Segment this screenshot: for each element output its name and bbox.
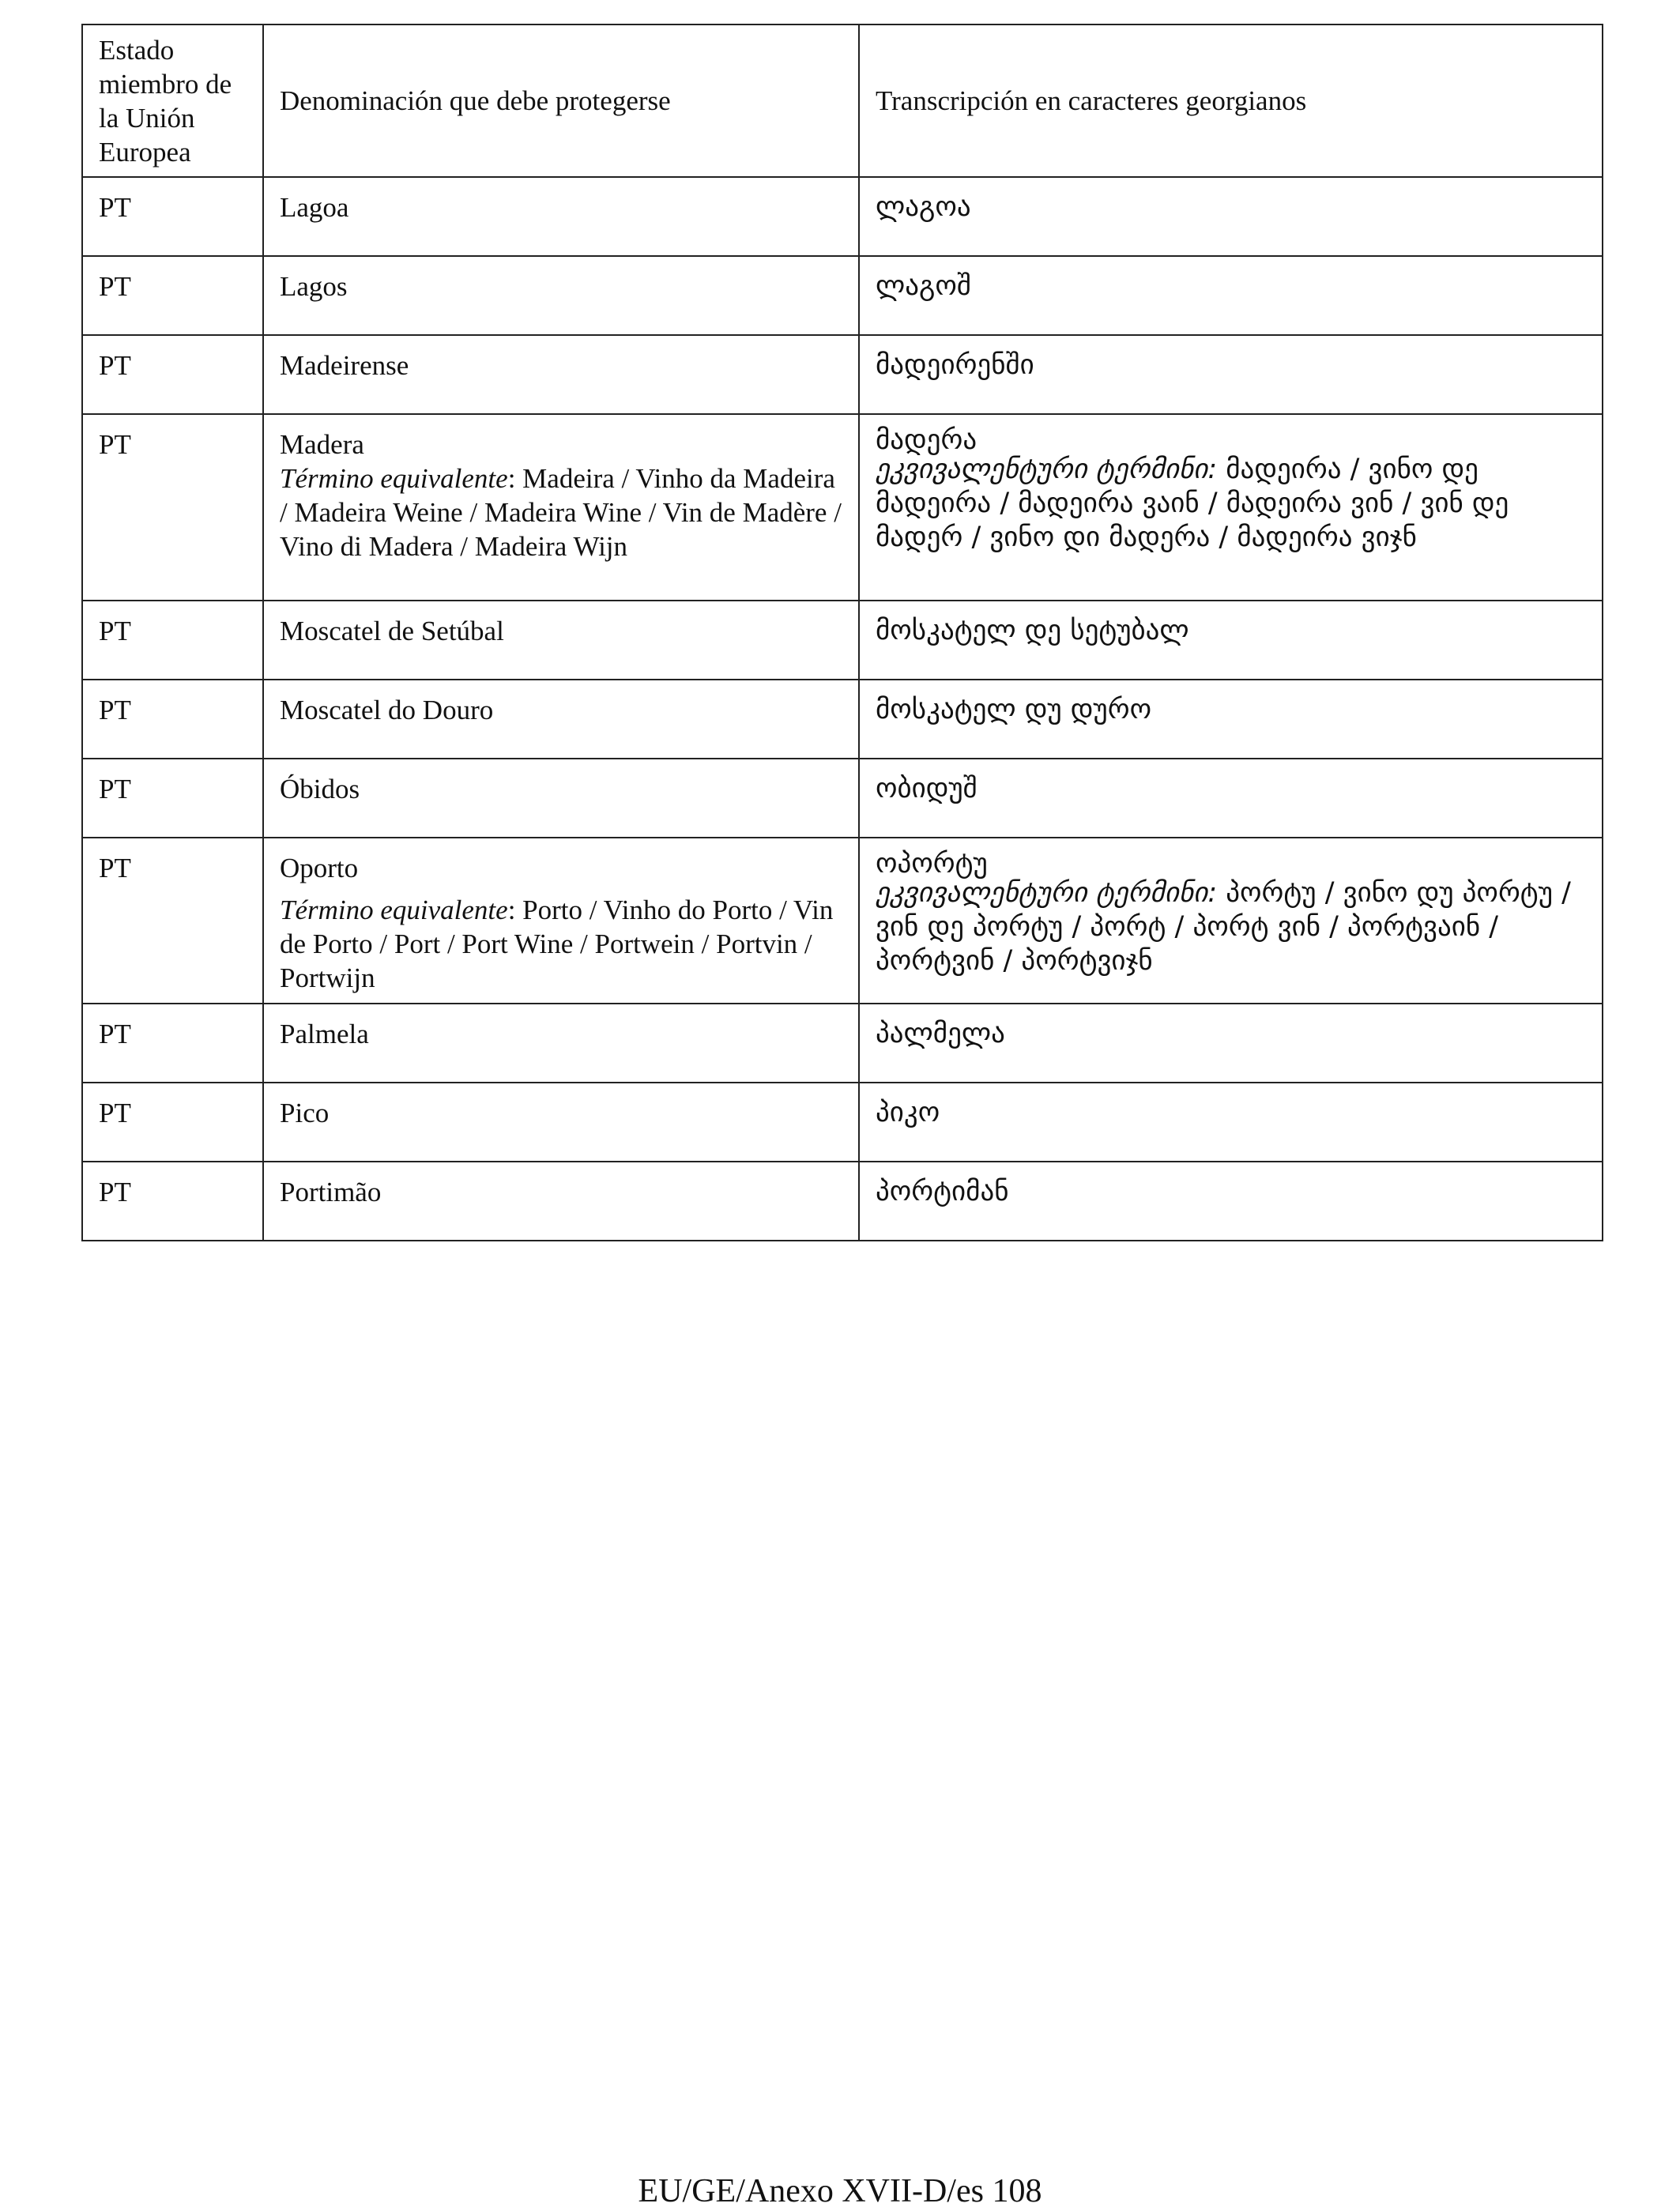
equivalent-term-list: : Porto / Vinho do Porto / Vin de Porto / Port / Port Wine / Portwein / Portvin / Portwijn: [280, 895, 834, 993]
table-row: [82, 759, 1603, 838]
equivalent-term-label: Término equivalente: [280, 463, 508, 494]
georgian-equivalent-terms: [876, 876, 1588, 978]
header-member-state: Estado miembro de la Unión Europea: [82, 24, 263, 177]
equivalent-term-label: Término equivalente: [280, 895, 508, 925]
cell-georgian-transcription: პიკო: [859, 1083, 1603, 1162]
cell-member-state: PT: [82, 335, 263, 414]
georgian-equivalent-term-label: ეკვივალენტური ტერმინი:: [876, 877, 1218, 909]
georgian-equivalent-term-label: ეკვივალენტური ტერმინი:: [876, 454, 1218, 485]
cell-protected-name: Moscatel do Douro: [263, 680, 859, 759]
cell-member-state: PT: [82, 256, 263, 335]
table-row: [82, 838, 1603, 1004]
protected-name: Oporto: [280, 853, 359, 883]
cell-member-state: PT: [82, 759, 263, 838]
table-header-row: [82, 24, 1603, 177]
cell-protected-name: Lagos: [263, 256, 859, 335]
table-row: [82, 680, 1603, 759]
header-georgian-transcription: Transcripción en caracteres georgianos: [859, 24, 1603, 177]
cell-georgian-transcription: ლაგოშ: [859, 256, 1603, 335]
cell-georgian-transcription: ლაგოა: [859, 177, 1603, 256]
cell-protected-name: Palmela: [263, 1004, 859, 1083]
cell-member-state: PT: [82, 1162, 263, 1241]
table-row: [82, 1083, 1603, 1162]
cell-protected-name: [263, 414, 859, 601]
cell-member-state: PT: [82, 1083, 263, 1162]
table-row: [82, 177, 1603, 256]
table-row: [82, 335, 1603, 414]
cell-protected-name: Portimão: [263, 1162, 859, 1241]
cell-member-state: PT: [82, 680, 263, 759]
cell-protected-name: Óbidos: [263, 759, 859, 838]
table-row: [82, 1162, 1603, 1241]
table-row: [82, 1004, 1603, 1083]
cell-georgian-transcription: მოსკატელ დე სეტუბალ: [859, 601, 1603, 680]
cell-georgian-transcription: [859, 838, 1603, 1004]
page-footer-reference: EU/GE/Anexo XVII-D/es 108: [638, 2173, 1042, 2209]
cell-protected-name: Lagoa: [263, 177, 859, 256]
cell-georgian-transcription: მადეირენში: [859, 335, 1603, 414]
georgian-name: ოპორტუ: [876, 848, 988, 880]
cell-georgian-transcription: ობიდუშ: [859, 759, 1603, 838]
cell-member-state: PT: [82, 414, 263, 601]
header-protected-name: Denominación que debe protegerse: [263, 24, 859, 177]
cell-member-state: PT: [82, 177, 263, 256]
cell-protected-name: Madeirense: [263, 335, 859, 414]
table-row: [82, 414, 1603, 601]
georgian-equivalent-term-list: პორტუ / ვინო დუ პორტუ / ვინ დე პორტუ / პორტ / პორტ ვინ / პორტვაინ / პორტვინ / პორტვიჯნ: [876, 877, 1571, 977]
equivalent-terms: [280, 893, 844, 995]
cell-protected-name: Moscatel de Setúbal: [263, 601, 859, 680]
cell-georgian-transcription: პალმელა: [859, 1004, 1603, 1083]
cell-member-state: PT: [82, 838, 263, 1004]
cell-georgian-transcription: პორტიმან: [859, 1162, 1603, 1241]
equivalent-term-list: : Madeira / Vinho da Madeira / Madeira Weine / Madeira Wine / Vin de Madère / Vino di Madera / Madeira Wijn: [280, 463, 842, 562]
equivalent-terms: [280, 461, 844, 563]
cell-georgian-transcription: [859, 414, 1603, 601]
table-row: [82, 256, 1603, 335]
cell-georgian-transcription: მოსკატელ დუ დურო: [859, 680, 1603, 759]
cell-member-state: PT: [82, 601, 263, 680]
protected-name: Madera: [280, 429, 364, 460]
cell-protected-name: Pico: [263, 1083, 859, 1162]
geographical-indications-table: [81, 24, 1603, 1241]
table-row: [82, 601, 1603, 680]
georgian-equivalent-terms: [876, 453, 1588, 555]
cell-member-state: PT: [82, 1004, 263, 1083]
cell-protected-name: [263, 838, 859, 1004]
georgian-name: მადერა: [876, 424, 977, 456]
georgian-equivalent-term-list: მადეირა / ვინო დე მადეირა / მადეირა ვაინ / მადეირა ვინ / ვინ დე მადერ / ვინო დი მადერა / მადეირა ვიჯნ: [876, 454, 1509, 553]
